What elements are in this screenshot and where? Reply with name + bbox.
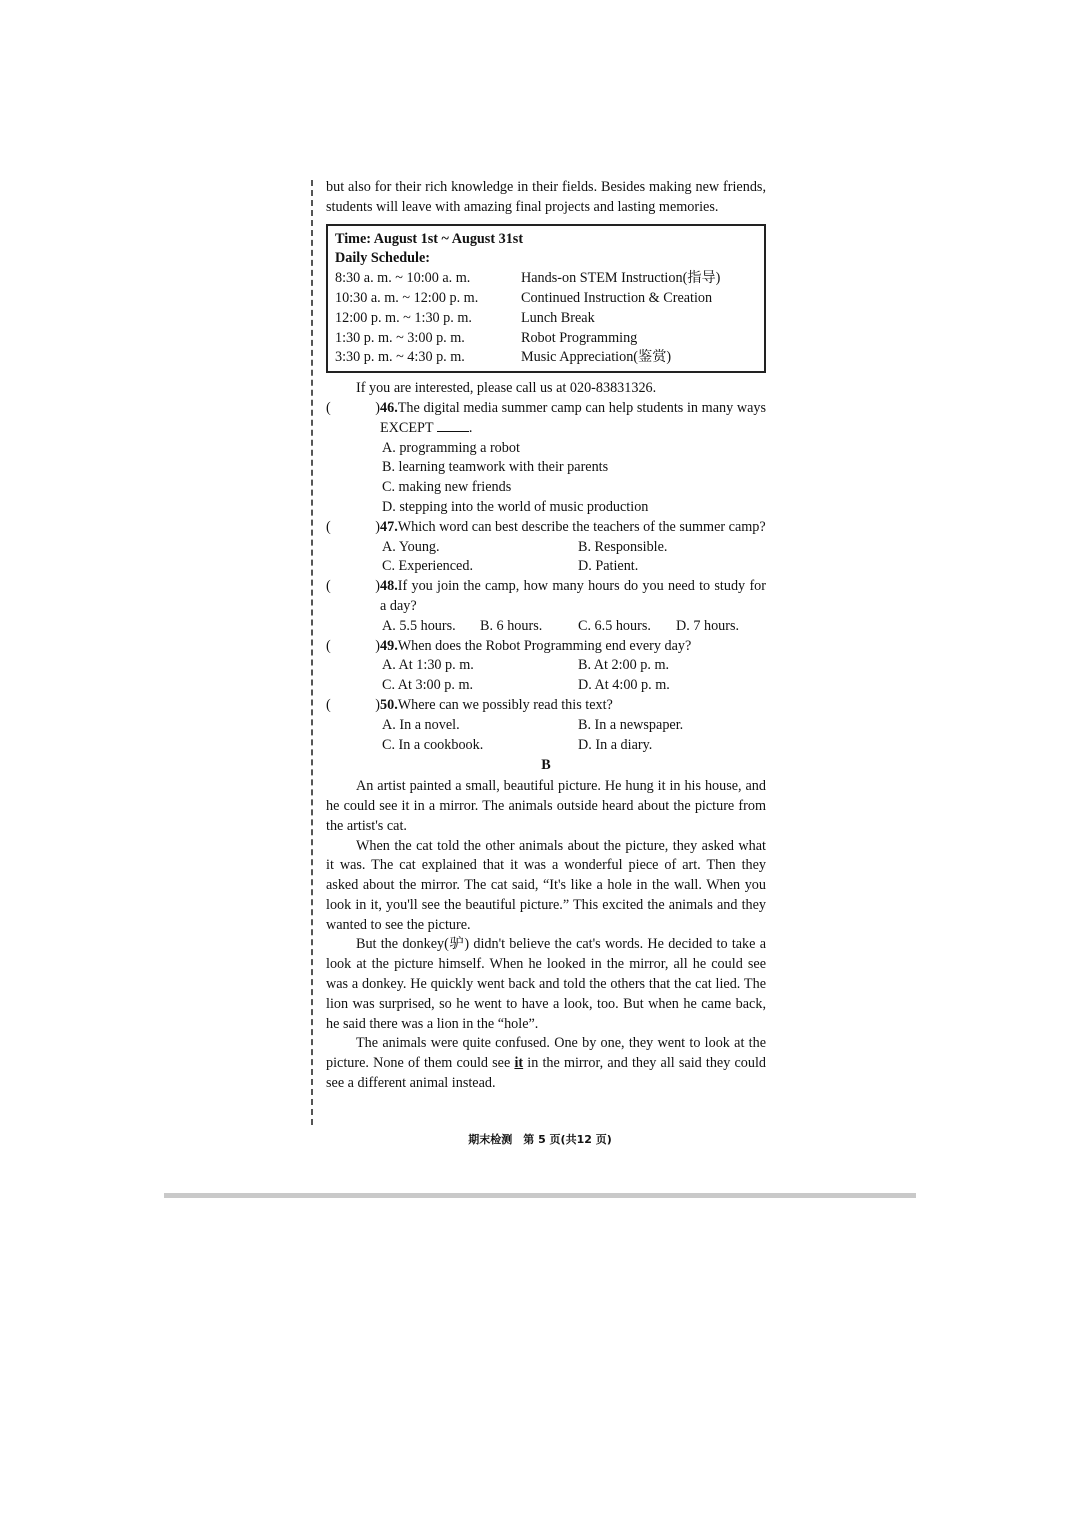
fill-blank [437,419,469,432]
answer-blank[interactable]: ( ) [326,518,380,535]
option: B. Responsible. [578,538,668,555]
schedule-time-cell: 12:00 p. m. ~ 1:30 p. m. [335,309,472,326]
option: C. In a cookbook. [382,736,484,753]
schedule-row [335,348,757,368]
page-footer: 期末检测 第 5 页(共12 页) [468,1133,612,1146]
question-number: 46. [380,399,398,416]
schedule-activity-cell: Continued Instruction & Creation [521,289,713,306]
question-stem: Which word can best describe the teachers of the summer camp? [397,518,766,535]
page-separator [164,1193,916,1198]
schedule-row [335,269,757,289]
passage-paragraph: But the donkey(驴) didn't believe the cat's words. He decided to take a look at the picture himself. When he looked in the mirror, all he could see was a donkey. He quickly went back and told the others that the cat lied. The lion was surprised, so he went to have a look, too. But when he came back, he said there was a lion in the “hole”. [326,936,766,1032]
question-50 [326,696,766,716]
schedule-time-cell: 8:30 a. m. ~ 10:00 a. m. [335,270,471,287]
option: C. making new friends [382,479,512,496]
page-content [326,178,766,1094]
schedule-activity-cell: Hands-on STEM Instruction(指导) [521,270,721,287]
option: A. programming a robot [382,439,520,456]
option: B. 6 hours. [480,617,543,634]
schedule-row [335,329,757,349]
option: A. At 1:30 p. m. [382,657,474,674]
contact-line: If you are interested, please call us at 020-83831326. [356,380,657,397]
question-stem: When does the Robot Programming end every day? [397,637,692,654]
option: C. 6.5 hours. [578,617,651,634]
intro-paragraph: but also for their rich knowledge in their fields. Besides making new friends, students will leave with amazing final projects and lasting memories. [326,179,766,215]
schedule-time-cell: 3:30 p. m. ~ 4:30 p. m. [335,349,465,366]
schedule-row [335,309,757,329]
option: A. 5.5 hours. [382,617,456,634]
question-stem: The digital media summer camp can help students in many ways EXCEPT [380,399,766,436]
section-heading: B [541,757,551,774]
stem-end: . [468,419,473,436]
question-49 [326,637,766,657]
passage-paragraph: An artist painted a small, beautiful picture. He hung it in his house, and he could see it in a mirror. The animals outside heard about the picture from the artist's cat. [326,778,766,834]
question-number: 49. [380,637,398,654]
schedule-box [326,224,766,374]
question-47 [326,518,766,538]
answer-blank[interactable]: ( ) [326,578,380,595]
schedule-time: Time: August 1st ~ August 31st [335,230,524,247]
passage-text: The animals were quite confused. One by one, they went to look at the picture. None of them could see [326,1035,766,1072]
schedule-activity-cell: Music Appreciation(鉴赏) [521,349,672,366]
passage-text: in the mirror, and they all said they could see a different animal instead. [326,1055,766,1092]
option: C. At 3:00 p. m. [382,677,474,694]
schedule-activity-cell: Robot Programming [521,329,638,346]
schedule-daily-heading: Daily Schedule: [335,250,430,267]
schedule-time-cell: 1:30 p. m. ~ 3:00 p. m. [335,329,465,346]
option: D. 7 hours. [676,617,740,634]
option: B. learning teamwork with their parents [382,459,609,476]
option: A. In a novel. [382,716,460,733]
answer-blank[interactable]: ( ) [326,637,380,654]
option: C. Experienced. [382,558,473,575]
answer-blank[interactable]: ( ) [326,696,380,713]
passage-paragraph: When the cat told the other animals about the picture, they asked what it was. The cat explained that it was a wonderful piece of art. Then they asked about the mirror. The cat said, “It's like a hole in the wall. When you look in it, you'll see the beautiful picture.” This excited the animals and they wanted to see the picture. [326,837,766,933]
question-46 [326,399,766,439]
cut-line [311,180,313,1125]
question-stem: If you join the camp, how many hours do you need to study for a day? [380,578,766,614]
option: D. In a diary. [578,736,653,753]
question-number: 47. [380,518,398,535]
option: B. At 2:00 p. m. [578,657,670,674]
answer-blank[interactable]: ( ) [326,399,380,416]
schedule-row [335,289,757,309]
question-number: 48. [380,578,398,595]
option: D. stepping into the world of music production [382,498,649,515]
schedule-activity-cell: Lunch Break [521,309,595,326]
option: A. Young. [382,538,440,555]
schedule-time-cell: 10:30 a. m. ~ 12:00 p. m. [335,289,479,306]
question-stem: Where can we possibly read this text? [397,696,613,713]
question-number: 50. [380,696,398,713]
question-48 [326,577,766,617]
option: D. At 4:00 p. m. [578,677,670,694]
option: D. Patient. [578,558,639,575]
option: B. In a newspaper. [578,716,684,733]
passage-paragraph [326,1034,766,1093]
underlined-word: it [514,1055,524,1072]
